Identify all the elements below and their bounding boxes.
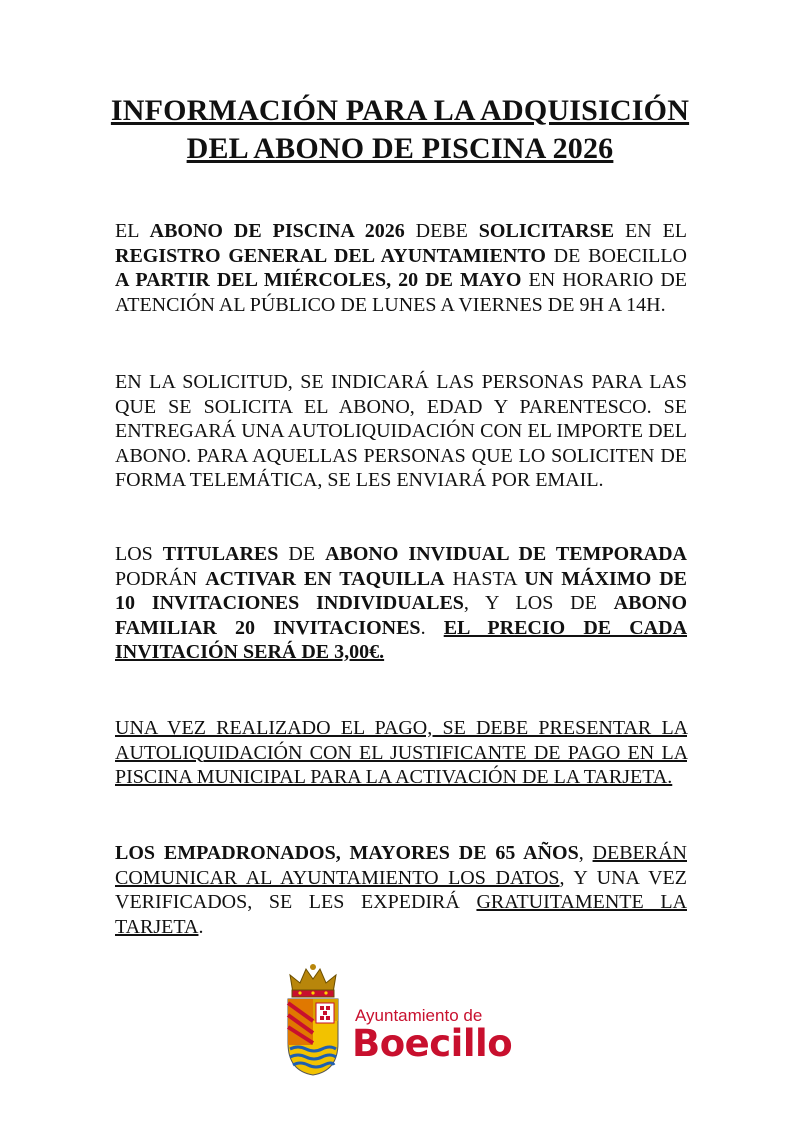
bold-text: REGISTRO GENERAL DEL AYUNTAMIENTO bbox=[115, 244, 546, 267]
bold-text: UN MÁXIMO DE 10 INVITACIONES INDIVIDUALES bbox=[115, 567, 687, 614]
paragraph-invitations bbox=[115, 542, 687, 665]
bold-text: ABONO DE PISCINA 2026 bbox=[149, 220, 405, 242]
bold-text: ACTIVAR EN TAQUILLA bbox=[205, 567, 445, 590]
text: LOS bbox=[115, 543, 163, 565]
underlined-text: GRATUITAMENTE LA TARJETA bbox=[115, 891, 687, 938]
underlined-text: UNA VEZ REALIZADO EL PAGO, SE DEBE PRESENTAR LA bbox=[115, 717, 687, 739]
page-title bbox=[100, 92, 700, 168]
logo-text-boecillo: Boecillo bbox=[352, 1022, 513, 1065]
text: EN HORARIO DE ATENCIÓN AL PÚBLICO DE LUNES A VIERNES DE 9H A 14H. bbox=[115, 269, 688, 316]
coat-of-arms-icon bbox=[280, 963, 346, 1078]
text: EL bbox=[115, 220, 150, 242]
bold-text: A PARTIR DEL MIÉRCOLES, 20 DE MAYO bbox=[115, 269, 522, 291]
text: DE BOECILLO bbox=[545, 244, 687, 267]
text: PODRÁN bbox=[115, 567, 206, 590]
ayuntamiento-logo bbox=[280, 963, 540, 1078]
text: DE bbox=[278, 543, 326, 565]
text: DEBE bbox=[404, 220, 479, 242]
text: , bbox=[578, 842, 593, 864]
text: HASTA bbox=[444, 567, 525, 590]
bold-text: LOS EMPADRONADOS, MAYORES DE 65 AÑOS bbox=[115, 842, 579, 864]
text: . bbox=[420, 616, 444, 639]
underlined-text: DEBERÁN COMUNICAR AL AYUNTAMIENTO LOS DATOS bbox=[115, 842, 687, 889]
invitation-price: EL PRECIO DE CADA INVITACIÓN SERÁ DE 3,00€. bbox=[115, 616, 688, 663]
paragraph-seniors bbox=[115, 841, 687, 939]
bold-text: ABONO INVIDUAL DE TEMPORADA bbox=[325, 543, 687, 565]
title-line-2: DEL ABONO DE PISCINA 2026 bbox=[186, 132, 614, 165]
title-line-1: INFORMACIÓN PARA LA ADQUISICIÓN bbox=[110, 94, 690, 127]
bold-text: TITULARES bbox=[162, 543, 279, 565]
logo-text-ayuntamiento: Ayuntamiento de bbox=[355, 1006, 483, 1025]
paragraph-request-info bbox=[115, 219, 687, 317]
bold-text: SOLICITARSE bbox=[478, 220, 615, 242]
text: . bbox=[198, 915, 204, 938]
text: EN EL bbox=[614, 220, 687, 242]
text: , Y LOS DE bbox=[463, 592, 614, 614]
paragraph-payment bbox=[115, 716, 687, 790]
underlined-text: PISCINA MUNICIPAL PARA LA ACTIVACIÓN DE LA TARJETA. bbox=[115, 766, 673, 788]
paragraph-application-details: EN LA SOLICITUD, SE INDICARÁ LAS PERSONAS PARA LAS QUE SE SOLICITA EL ABONO, EDAD Y PARENTESCO. SE ENTREGARÁ UNA AUTOLIQUIDACIÓN CON EL IMPORTE DEL ABONO. PARA AQUELLAS PERSONAS QUE LO SOLICITEN DE FORMA TELEMÁTICA, SE LES ENVIARÁ POR EMAIL. bbox=[115, 371, 687, 491]
text: , Y UNA VEZ VERIFICADOS, SE LES EXPEDIRÁ bbox=[115, 866, 687, 913]
underlined-text: AUTOLIQUIDACIÓN CON EL JUSTIFICANTE DE PAGO EN LA bbox=[115, 741, 687, 764]
bold-text: ABONO FAMILIAR 20 INVITACIONES bbox=[115, 592, 687, 639]
